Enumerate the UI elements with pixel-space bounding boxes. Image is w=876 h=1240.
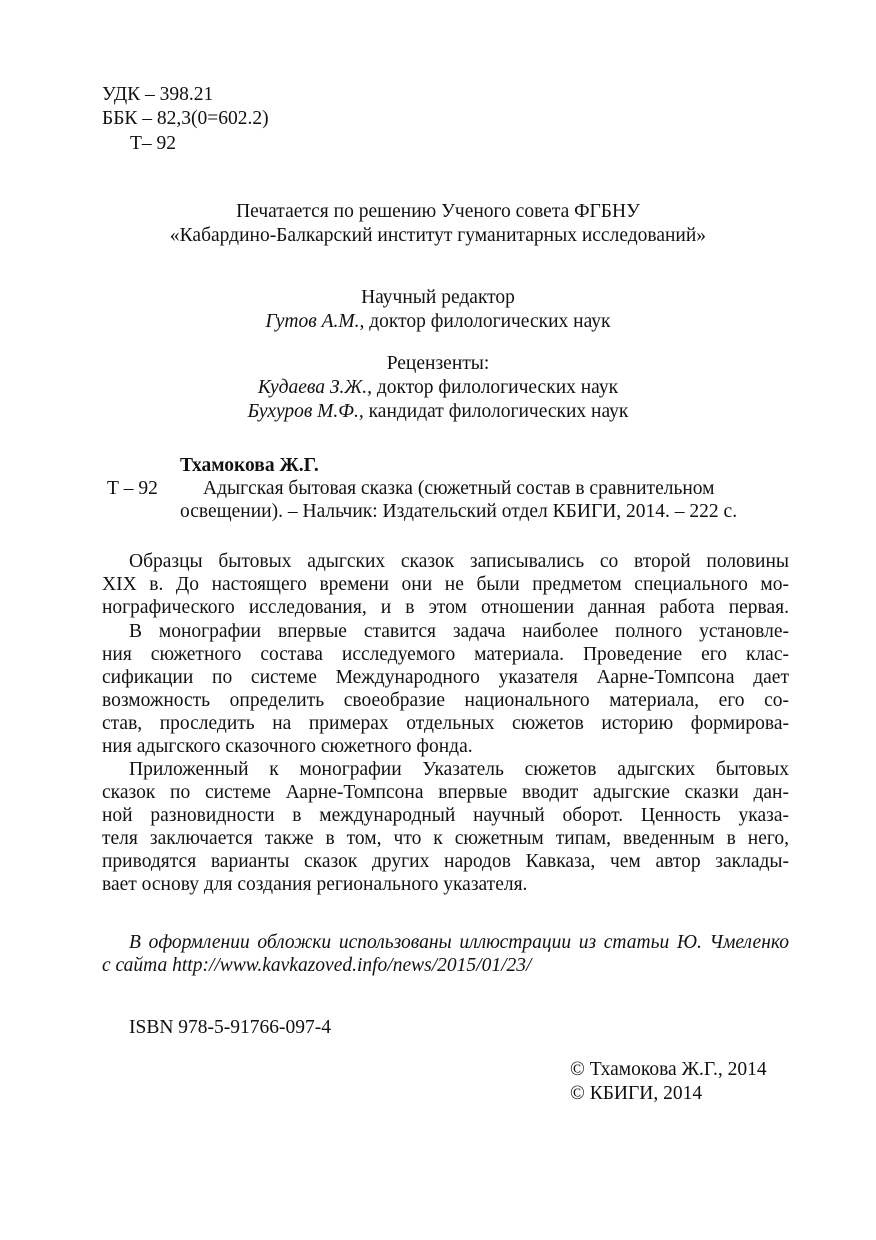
cover-note-line-1: В оформлении обложки использованы иллюстрации из статьи Ю. Чмеленко xyxy=(129,932,789,953)
abstract-line: приводятся варианты сказок других народов Кавказа, чем автор заклады- xyxy=(102,851,789,872)
reviewer-title: доктор филологических наук xyxy=(372,377,619,398)
abstract-line: возможность определить своеобразие национального материала, его со- xyxy=(102,690,789,711)
abstract-line: теля заключается также в том, что к сюжетным типам, введенным в него, xyxy=(102,828,789,849)
reviewer-line-2 xyxy=(0,400,876,424)
editor-heading: Научный редактор xyxy=(361,287,515,308)
approval-line-2: «Кабардино-Балкарский институт гуманитарных исследований» xyxy=(169,225,707,246)
abstract-line: XIX в. До настоящего времени они не были предметом специального мо- xyxy=(102,574,789,595)
bib-author: Тхамокова Ж.Г. xyxy=(180,455,319,476)
abstract-line: нографического исследования, и в этом отношении данная работа первая. xyxy=(102,597,789,618)
abstract-line: сификации по системе Международного указателя Аарне-Томпсона дает xyxy=(102,667,789,688)
bib-mark: Т – 92 xyxy=(107,478,158,499)
bbk-code: ББК – 82,3(0=602.2) xyxy=(102,108,269,129)
abstract-line: ния адыгского сказочного сюжетного фонда. xyxy=(102,736,473,757)
abstract-line: Приложенный к монографии Указатель сюжетов адыгских бытовых xyxy=(129,759,789,780)
abstract-line: Образцы бытовых адыгских сказок записывались со второй половины xyxy=(129,551,789,572)
abstract-line: В монографии впервые ставится задача наиболее полного установле- xyxy=(129,621,789,642)
cover-note-line-2: с сайта http://www.kavkazoved.info/news/2015/01/23/ xyxy=(102,955,532,976)
editor-title: доктор филологических наук xyxy=(364,311,611,332)
reviewer-title: кандидат филологических наук xyxy=(363,401,629,422)
reviewer-name: Кудаева З.Ж., xyxy=(257,377,372,398)
author-mark: Т– 92 xyxy=(130,133,177,154)
abstract-line: ния сюжетного состава исследуемого материала. Проведение его клас- xyxy=(102,644,789,665)
bib-title-line-2: освещении). – Нальчик: Издательский отдел КБИГИ, 2014. – 222 с. xyxy=(180,501,738,522)
reviewers-heading: Рецензенты: xyxy=(386,353,490,374)
abstract-line: став, проследить на примерах отдельных сюжетов историю формирова- xyxy=(102,713,789,734)
editor-name: Гутов А.М., xyxy=(265,311,365,332)
isbn: ISBN 978-5-91766-097-4 xyxy=(129,1017,332,1038)
abstract-line: ной разновидности в международный научный оборот. Ценность указа- xyxy=(102,805,789,826)
copyright-line-2: © КБИГИ, 2014 xyxy=(570,1083,703,1104)
abstract-line: сказок по системе Аарне-Томпсона впервые вводит адыгские сказки дан- xyxy=(102,782,789,803)
reviewer-line-1 xyxy=(0,376,876,400)
abstract-line: вает основу для создания регионального указателя. xyxy=(102,874,528,895)
reviewer-name: Бухуров М.Ф., xyxy=(247,401,364,422)
editor-line xyxy=(0,310,876,334)
copyright-line-1: © Тхамокова Ж.Г., 2014 xyxy=(570,1059,767,1080)
udk-code: УДК – 398.21 xyxy=(102,84,214,105)
bib-title-line-1: Адыгская бытовая сказка (сюжетный состав в сравнительном xyxy=(203,478,715,499)
approval-line-1: Печатается по решению Ученого совета ФГБНУ xyxy=(236,201,640,222)
